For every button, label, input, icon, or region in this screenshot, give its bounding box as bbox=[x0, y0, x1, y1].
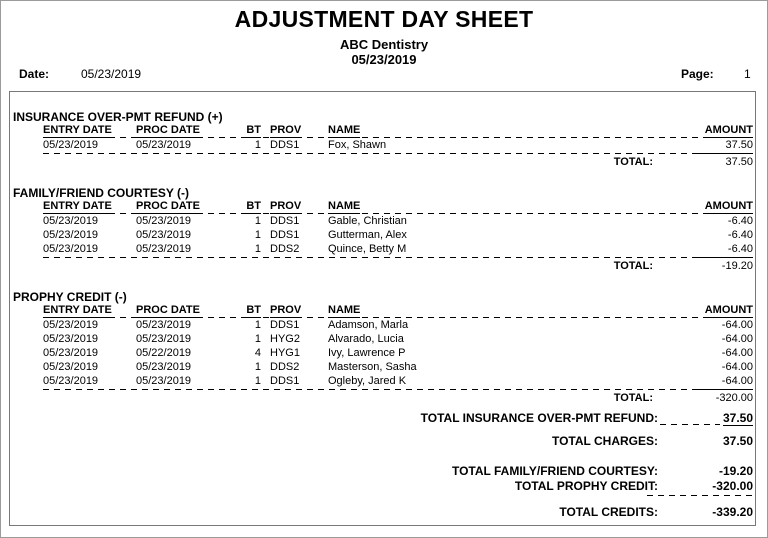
cell-name: Masterson, Sasha bbox=[328, 361, 417, 373]
cell-prov: HYG2 bbox=[270, 333, 300, 345]
summary-label: TOTAL CHARGES: bbox=[551, 434, 658, 448]
section-prophy-credit bbox=[10, 290, 755, 405]
column-header-proc-date: PROC DATE bbox=[136, 124, 200, 136]
section-total-row bbox=[10, 391, 755, 405]
cell-entry-date: 05/23/2019 bbox=[43, 333, 99, 345]
cell-amount: -64.00 bbox=[721, 333, 753, 345]
cell-amount: -6.40 bbox=[727, 243, 753, 255]
section-family-friend-courtesy bbox=[10, 186, 755, 273]
column-header-bt: BT bbox=[246, 200, 261, 212]
summary-amount: -339.20 bbox=[712, 505, 753, 519]
cell-entry-date: 05/23/2019 bbox=[43, 361, 99, 373]
cell-name: Quince, Betty M bbox=[328, 243, 407, 255]
summary-row-insurance-refund bbox=[10, 411, 755, 426]
page-label: Page: bbox=[681, 67, 714, 81]
cell-name: Ivy, Lawrence P bbox=[328, 347, 406, 359]
cell-name: Gutterman, Alex bbox=[328, 229, 407, 241]
column-header-amount: AMOUNT bbox=[704, 124, 753, 136]
column-header-amount: AMOUNT bbox=[704, 200, 753, 212]
cell-proc-date: 05/23/2019 bbox=[136, 139, 192, 151]
summary-amount: -320.00 bbox=[712, 479, 753, 493]
summary-row-prophy-credit bbox=[10, 479, 755, 494]
section-total-label: TOTAL: bbox=[613, 260, 653, 272]
summary-row-family-courtesy bbox=[10, 464, 755, 479]
cell-prov: DDS2 bbox=[270, 243, 300, 255]
column-header-bt: BT bbox=[246, 124, 261, 136]
summary-amount: 37.50 bbox=[722, 411, 753, 425]
column-header-amount: AMOUNT bbox=[704, 304, 753, 316]
table-row bbox=[10, 332, 755, 346]
section-total-amount: -320.00 bbox=[715, 392, 753, 404]
section-insurance-over-pmt-refund bbox=[10, 110, 755, 169]
cell-name: Adamson, Marla bbox=[328, 319, 409, 331]
table-row bbox=[10, 242, 755, 256]
cell-proc-date: 05/23/2019 bbox=[136, 215, 192, 227]
cell-amount: -64.00 bbox=[721, 347, 753, 359]
cell-entry-date: 05/23/2019 bbox=[43, 319, 99, 331]
cell-prov: DDS1 bbox=[270, 375, 300, 387]
cell-amount: 37.50 bbox=[725, 139, 753, 151]
column-header-entry-date: ENTRY DATE bbox=[43, 200, 112, 212]
section-title: FAMILY/FRIEND COURTESY (-) bbox=[13, 186, 190, 200]
page-value: 1 bbox=[744, 67, 751, 81]
column-header-proc-date: PROC DATE bbox=[136, 200, 200, 212]
section-title: INSURANCE OVER-PMT REFUND (+) bbox=[13, 110, 223, 124]
cell-name: Gable, Christian bbox=[328, 215, 407, 227]
cell-proc-date: 05/23/2019 bbox=[136, 229, 192, 241]
section-total-amount: -19.20 bbox=[721, 260, 753, 272]
cell-prov: DDS2 bbox=[270, 361, 300, 373]
cell-proc-date: 05/23/2019 bbox=[136, 375, 192, 387]
cell-entry-date: 05/23/2019 bbox=[43, 375, 99, 387]
column-header-prov: PROV bbox=[270, 200, 302, 212]
table-row bbox=[10, 214, 755, 228]
dash-filler bbox=[658, 411, 723, 426]
table-row bbox=[10, 138, 755, 152]
column-header-bt: BT bbox=[246, 304, 261, 316]
total-separator-line bbox=[43, 388, 753, 391]
table-row bbox=[10, 228, 755, 242]
total-separator-line bbox=[43, 152, 753, 155]
summary-amount: -19.20 bbox=[718, 464, 753, 478]
cell-entry-date: 05/23/2019 bbox=[43, 347, 99, 359]
table-row bbox=[10, 360, 755, 374]
cell-proc-date: 05/23/2019 bbox=[136, 243, 192, 255]
cell-proc-date: 05/23/2019 bbox=[136, 333, 192, 345]
summary-row-total-charges bbox=[10, 434, 755, 449]
cell-entry-date: 05/23/2019 bbox=[43, 243, 99, 255]
cell-proc-date: 05/23/2019 bbox=[136, 361, 192, 373]
cell-bt: 1 bbox=[254, 215, 261, 227]
date-value: 05/23/2019 bbox=[81, 67, 142, 81]
cell-prov: DDS1 bbox=[270, 139, 300, 151]
report-date-heading: 05/23/2019 bbox=[351, 52, 417, 67]
column-header-name: NAME bbox=[328, 200, 361, 212]
cell-bt: 1 bbox=[254, 139, 261, 151]
cell-entry-date: 05/23/2019 bbox=[43, 139, 99, 151]
cell-name: Alvarado, Lucia bbox=[328, 333, 404, 345]
section-total-label: TOTAL: bbox=[613, 156, 653, 168]
cell-proc-date: 05/23/2019 bbox=[136, 319, 192, 331]
report-title: ADJUSTMENT DAY SHEET bbox=[234, 6, 534, 32]
summary-label: TOTAL PROPHY CREDIT: bbox=[514, 479, 658, 493]
cell-prov: DDS1 bbox=[270, 229, 300, 241]
section-total-label: TOTAL: bbox=[613, 392, 653, 404]
summary-label: TOTAL CREDITS: bbox=[559, 505, 658, 519]
cell-bt: 1 bbox=[254, 333, 261, 345]
total-separator-line bbox=[43, 256, 753, 259]
practice-name: ABC Dentistry bbox=[339, 37, 429, 52]
date-label: Date: bbox=[19, 67, 50, 81]
column-header-entry-date: ENTRY DATE bbox=[43, 124, 112, 136]
column-header-name: NAME bbox=[328, 304, 361, 316]
cell-name: Fox, Shawn bbox=[328, 139, 387, 151]
section-total-row bbox=[10, 155, 755, 169]
cell-amount: -64.00 bbox=[721, 375, 753, 387]
cell-amount: -6.40 bbox=[727, 229, 753, 241]
cell-prov: DDS1 bbox=[270, 319, 300, 331]
cell-bt: 1 bbox=[254, 319, 261, 331]
table-row bbox=[10, 374, 755, 388]
summary-label: TOTAL INSURANCE OVER-PMT REFUND: bbox=[420, 411, 658, 425]
cell-amount: -64.00 bbox=[721, 319, 753, 331]
table-header bbox=[10, 200, 755, 214]
summary-dashed-line bbox=[10, 494, 753, 497]
cell-entry-date: 05/23/2019 bbox=[43, 215, 99, 227]
cell-bt: 4 bbox=[254, 347, 261, 359]
section-total-amount: 37.50 bbox=[725, 156, 753, 168]
section-total-row bbox=[10, 259, 755, 273]
summary-amount: 37.50 bbox=[722, 434, 753, 448]
cell-bt: 1 bbox=[254, 229, 261, 241]
table-row bbox=[10, 346, 755, 360]
column-header-prov: PROV bbox=[270, 304, 302, 316]
section-title: PROPHY CREDIT (-) bbox=[13, 290, 127, 304]
cell-bt: 1 bbox=[254, 243, 261, 255]
summary-label: TOTAL FAMILY/FRIEND COURTESY: bbox=[451, 464, 658, 478]
column-header-entry-date: ENTRY DATE bbox=[43, 304, 112, 316]
cell-proc-date: 05/22/2019 bbox=[136, 347, 192, 359]
column-header-name: NAME bbox=[328, 124, 361, 136]
column-header-prov: PROV bbox=[270, 124, 302, 136]
cell-bt: 1 bbox=[254, 361, 261, 373]
summary-block bbox=[10, 411, 755, 520]
cell-amount: -6.40 bbox=[727, 215, 753, 227]
column-header-proc-date: PROC DATE bbox=[136, 304, 200, 316]
cell-amount: -64.00 bbox=[721, 361, 753, 373]
cell-prov: DDS1 bbox=[270, 215, 300, 227]
meta-row bbox=[1, 67, 767, 81]
cell-entry-date: 05/23/2019 bbox=[43, 229, 99, 241]
summary-row-total-credits bbox=[10, 505, 755, 520]
cell-prov: HYG1 bbox=[270, 347, 300, 359]
table-header bbox=[10, 304, 755, 318]
cell-name: Ogleby, Jared K bbox=[328, 375, 407, 387]
table-row bbox=[10, 318, 755, 332]
report-body bbox=[9, 91, 756, 526]
cell-bt: 1 bbox=[254, 375, 261, 387]
table-header bbox=[10, 124, 755, 138]
